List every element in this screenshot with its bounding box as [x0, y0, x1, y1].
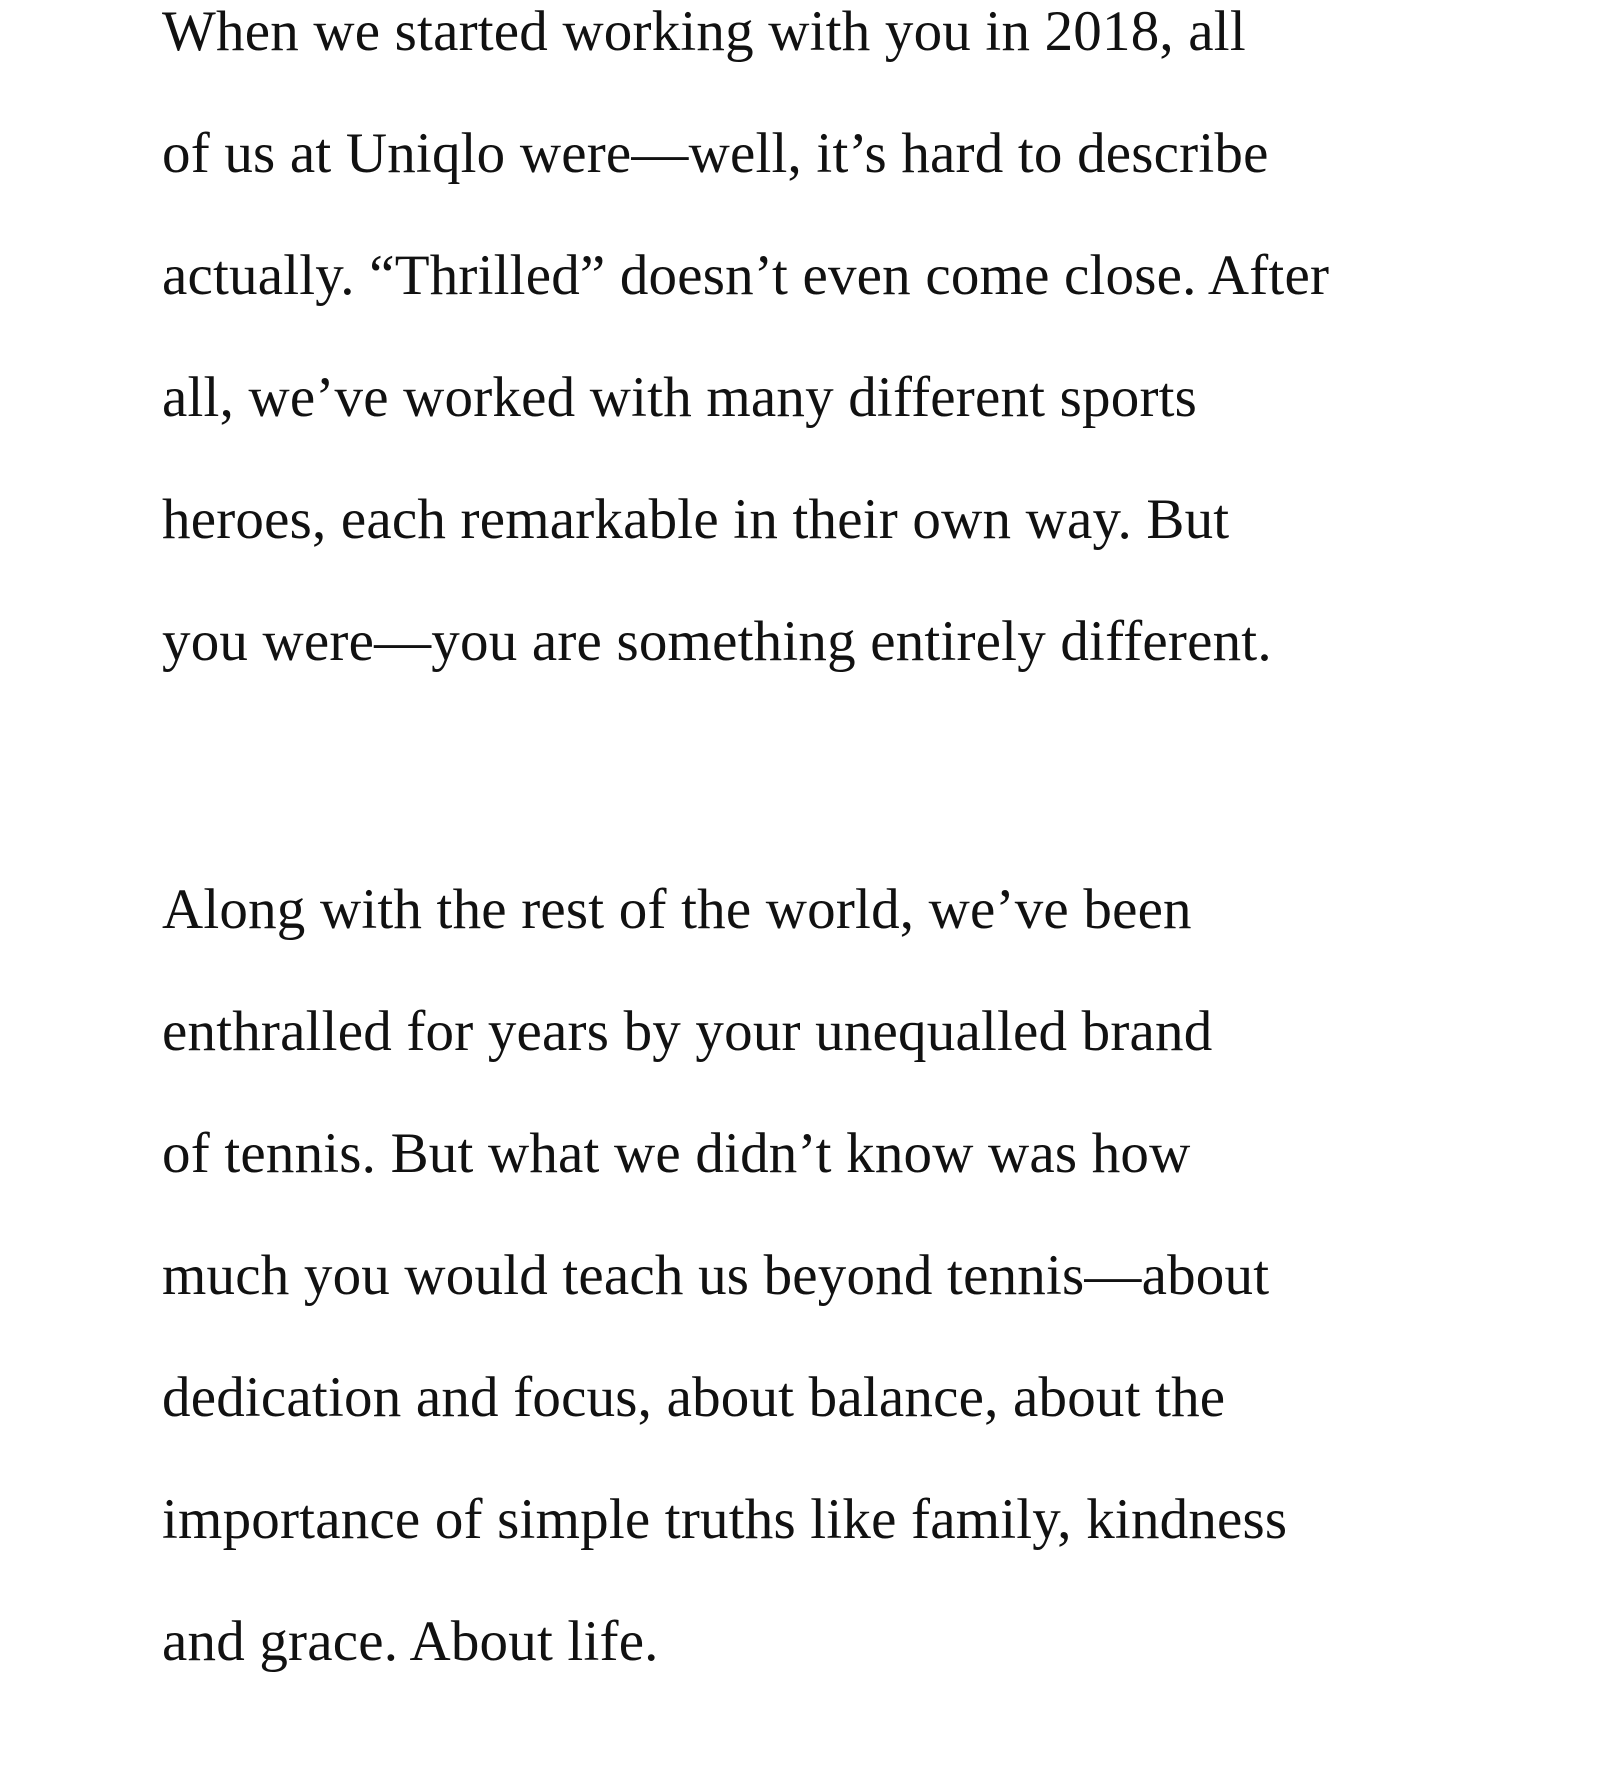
paragraph-line: enthralled for years by your unequalled brand [162, 1000, 1213, 1063]
paragraph-line: you were—you are something entirely different. [162, 610, 1272, 673]
paragraph-line: heroes, each remarkable in their own way. But [162, 488, 1230, 551]
paragraph-line: importance of simple truths like family, kindness [162, 1488, 1288, 1551]
paragraph-line: much you would teach us beyond tennis—about [162, 1244, 1270, 1307]
paragraph-line: and grace. About life. [162, 1610, 659, 1673]
paragraph-line: When we started working with you in 2018, all [162, 0, 1246, 63]
paragraph-line: of us at Uniqlo were—well, it’s hard to describe [162, 122, 1269, 185]
paragraph-line: all, we’ve worked with many different sports [162, 366, 1198, 429]
paragraph-line: Along with the rest of the world, we’ve been [162, 878, 1192, 941]
paragraph-line: of tennis. But what we didn’t know was how [162, 1122, 1191, 1185]
paragraph-line: dedication and focus, about balance, about the [162, 1366, 1226, 1429]
paragraph-line: actually. “Thrilled” doesn’t even come close. After [162, 244, 1330, 307]
